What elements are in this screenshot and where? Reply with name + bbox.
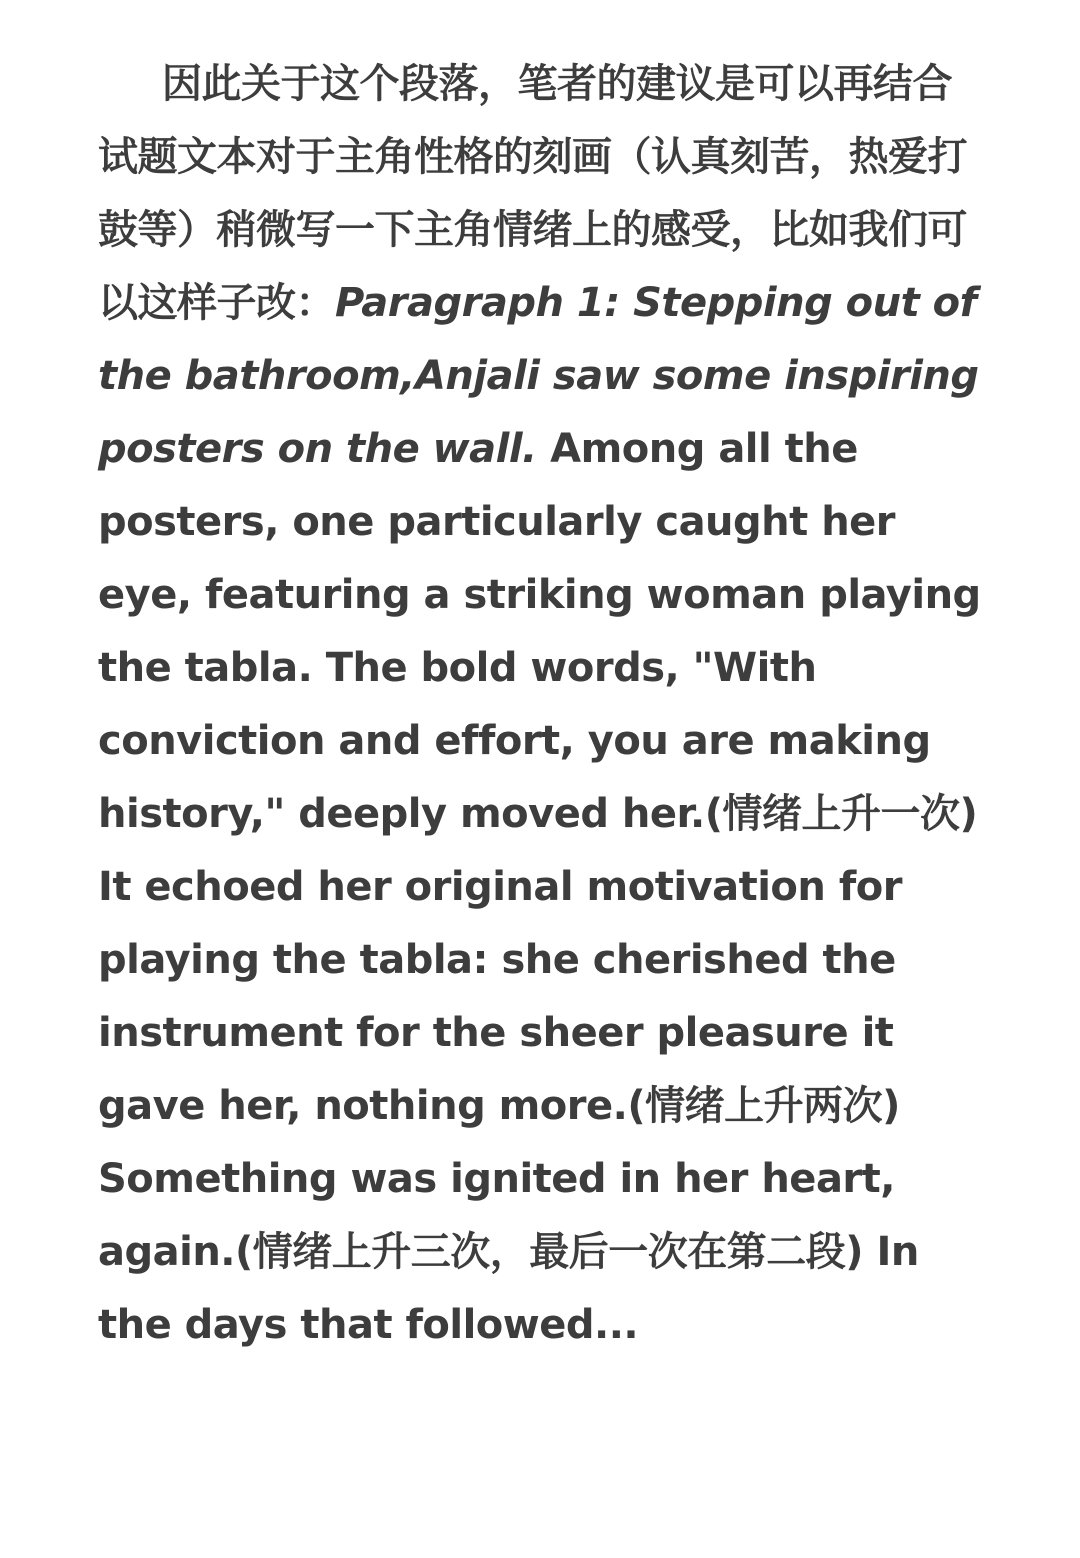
- article-paragraph: [98, 48, 983, 1362]
- italic-opening-sentence: Paragraph 1: Stepping out of the bathroom,Anjali saw some inspiring posters on the wall.: [98, 280, 979, 472]
- emotion-note-3: (情绪上升三次，最后一次在第二段): [235, 1229, 864, 1275]
- body-text-4: In the days that followed...: [98, 1229, 919, 1348]
- body-text-2: It echoed her original motivation for playing the tabla: she cherished the instrument for the sheer pleasure it gave her, nothing more.: [98, 864, 902, 1129]
- emotion-note-2: (情绪上升两次): [627, 1083, 900, 1129]
- body-text-3: Something was ignited in her heart, again.: [98, 1156, 895, 1275]
- emotion-note-1: (情绪上升一次): [704, 791, 978, 837]
- intro-text: 因此关于这个段落，笔者的建议是可以再结合试题文本对于主角性格的刻画（认真刻苦，热爱打鼓等）稍微写一下主角情绪上的感受，比如我们可以这样子改：: [98, 61, 967, 326]
- body-text-1: Among all the posters, one particularly caught her eye, featuring a striking woman playing the tabla. The bold words, "With conviction and effort, you are making history," deeply moved her.: [98, 426, 981, 837]
